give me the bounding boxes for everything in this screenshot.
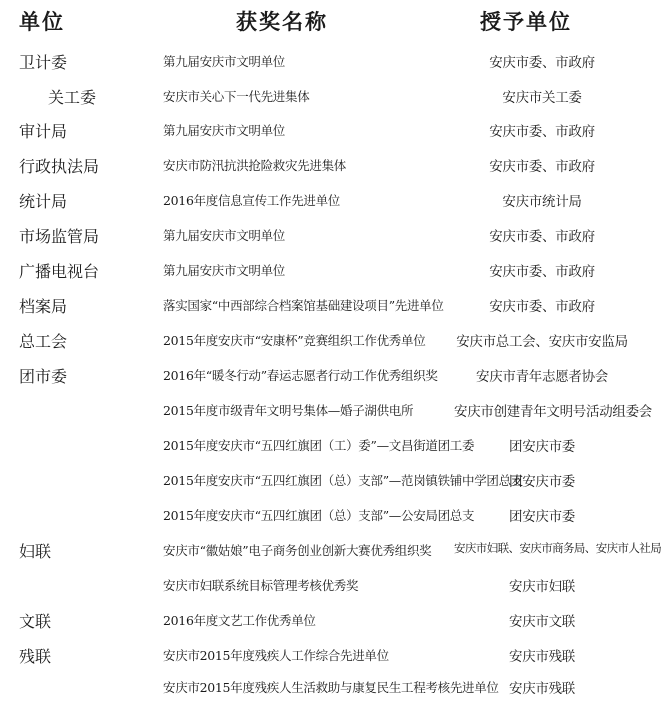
table-row	[0, 217, 640, 252]
award-cell: 安庆市防汛抗洪抢险救灾先进集体	[163, 158, 347, 173]
table-row	[0, 147, 640, 182]
grantor-cell: 安庆市关工委	[502, 90, 582, 106]
unit-cell: 卫计委	[19, 53, 68, 72]
grantor-cell: 安庆市委、市政府	[489, 264, 595, 280]
grantor-cell: 安庆市残联	[509, 649, 575, 665]
table-row	[0, 637, 640, 672]
award-cell: 2015年度安庆市“安康杯”竞赛组织工作优秀单位	[163, 333, 426, 348]
award-cell: 安庆市“徽姑娘”电子商务创业创新大赛优秀组织奖	[163, 543, 432, 558]
table-row	[0, 357, 640, 392]
grantor-cell: 安庆市委、市政府	[489, 124, 595, 140]
unit-cell: 妇联	[19, 542, 52, 561]
award-cell: 第九届安庆市文明单位	[163, 123, 286, 138]
award-cell: 2016年度信息宣传工作先进单位	[163, 193, 341, 208]
table-row	[0, 462, 640, 497]
grantor-cell: 安庆市委、市政府	[489, 159, 595, 175]
award-cell: 安庆市妇联系统目标管理考核优秀奖	[163, 578, 359, 593]
unit-cell: 团市委	[19, 367, 68, 386]
grantor-cell: 安庆市委、市政府	[489, 229, 595, 245]
award-cell: 落实国家“中西部综合档案馆基础建设项目”先进单位	[163, 298, 444, 313]
award-cell: 安庆市2015年度残疾人生活救助与康复民生工程考核先进单位	[163, 680, 499, 695]
table-row	[0, 392, 652, 427]
unit-cell: 统计局	[19, 192, 68, 211]
grantor-cell: 团安庆市委	[509, 439, 575, 455]
table-row	[0, 532, 661, 567]
unit-cell: 广播电视台	[19, 262, 100, 281]
grantor-cell: 安庆市妇联、安庆市商务局、安庆市人社局	[454, 541, 661, 555]
table-row	[0, 567, 640, 602]
award-cell: 2015年度安庆市“五四红旗团（总）支部”—范岗镇铁铺中学团总支	[163, 473, 523, 488]
award-cell: 安庆市2015年度残疾人工作综合先进单位	[163, 648, 389, 663]
grantor-cell: 团安庆市委	[509, 509, 575, 525]
table-row	[0, 252, 640, 287]
award-cell: 第九届安庆市文明单位	[163, 263, 286, 278]
award-cell: 2016年“暖冬行动”春运志愿者行动工作优秀组织奖	[163, 368, 438, 383]
table-row	[0, 112, 640, 147]
header-unit: 单位	[19, 10, 65, 34]
grantor-cell: 安庆市青年志愿者协会	[476, 369, 608, 385]
grantor-cell: 安庆市委、市政府	[489, 299, 595, 315]
award-cell: 安庆市关心下一代先进集体	[163, 89, 310, 104]
unit-cell: 关工委	[48, 88, 97, 107]
grantor-cell: 安庆市妇联	[509, 579, 575, 595]
grantor-cell: 团安庆市委	[509, 474, 575, 490]
unit-cell: 行政执法局	[19, 157, 100, 176]
table-row	[0, 287, 640, 322]
table-row	[0, 43, 640, 78]
award-cell: 2016年度文艺工作优秀单位	[163, 613, 316, 628]
table-row	[0, 669, 640, 704]
unit-cell: 文联	[19, 612, 52, 631]
header-grantor: 授予单位	[480, 10, 572, 34]
grantor-cell: 安庆市文联	[509, 614, 575, 630]
table-row	[0, 78, 640, 113]
award-cell: 第九届安庆市文明单位	[163, 54, 286, 69]
unit-cell: 市场监管局	[19, 227, 100, 246]
unit-cell: 残联	[19, 647, 52, 666]
grantor-cell: 安庆市残联	[509, 681, 575, 697]
award-cell: 2015年度市级青年文明号集体—婚子湖供电所	[163, 403, 414, 418]
grantor-cell: 安庆市创建青年文明号活动组委会	[454, 404, 652, 420]
unit-cell: 总工会	[19, 332, 68, 351]
table-row	[0, 497, 640, 532]
award-cell: 第九届安庆市文明单位	[163, 228, 286, 243]
table-row	[0, 427, 640, 462]
unit-cell: 档案局	[19, 297, 68, 316]
grantor-cell: 安庆市统计局	[502, 194, 582, 210]
table-row	[0, 322, 640, 357]
table-row	[0, 182, 640, 217]
grantor-cell: 安庆市委、市政府	[489, 55, 595, 71]
unit-cell: 审计局	[19, 122, 68, 141]
grantor-cell: 安庆市总工会、安庆市安监局	[456, 334, 628, 350]
award-cell: 2015年度安庆市“五四红旗团（工）委”—文昌街道团工委	[163, 438, 475, 453]
award-cell: 2015年度安庆市“五四红旗团（总）支部”—公安局团总支	[163, 508, 475, 523]
table-row	[0, 602, 640, 637]
header-award: 获奖名称	[236, 10, 328, 34]
